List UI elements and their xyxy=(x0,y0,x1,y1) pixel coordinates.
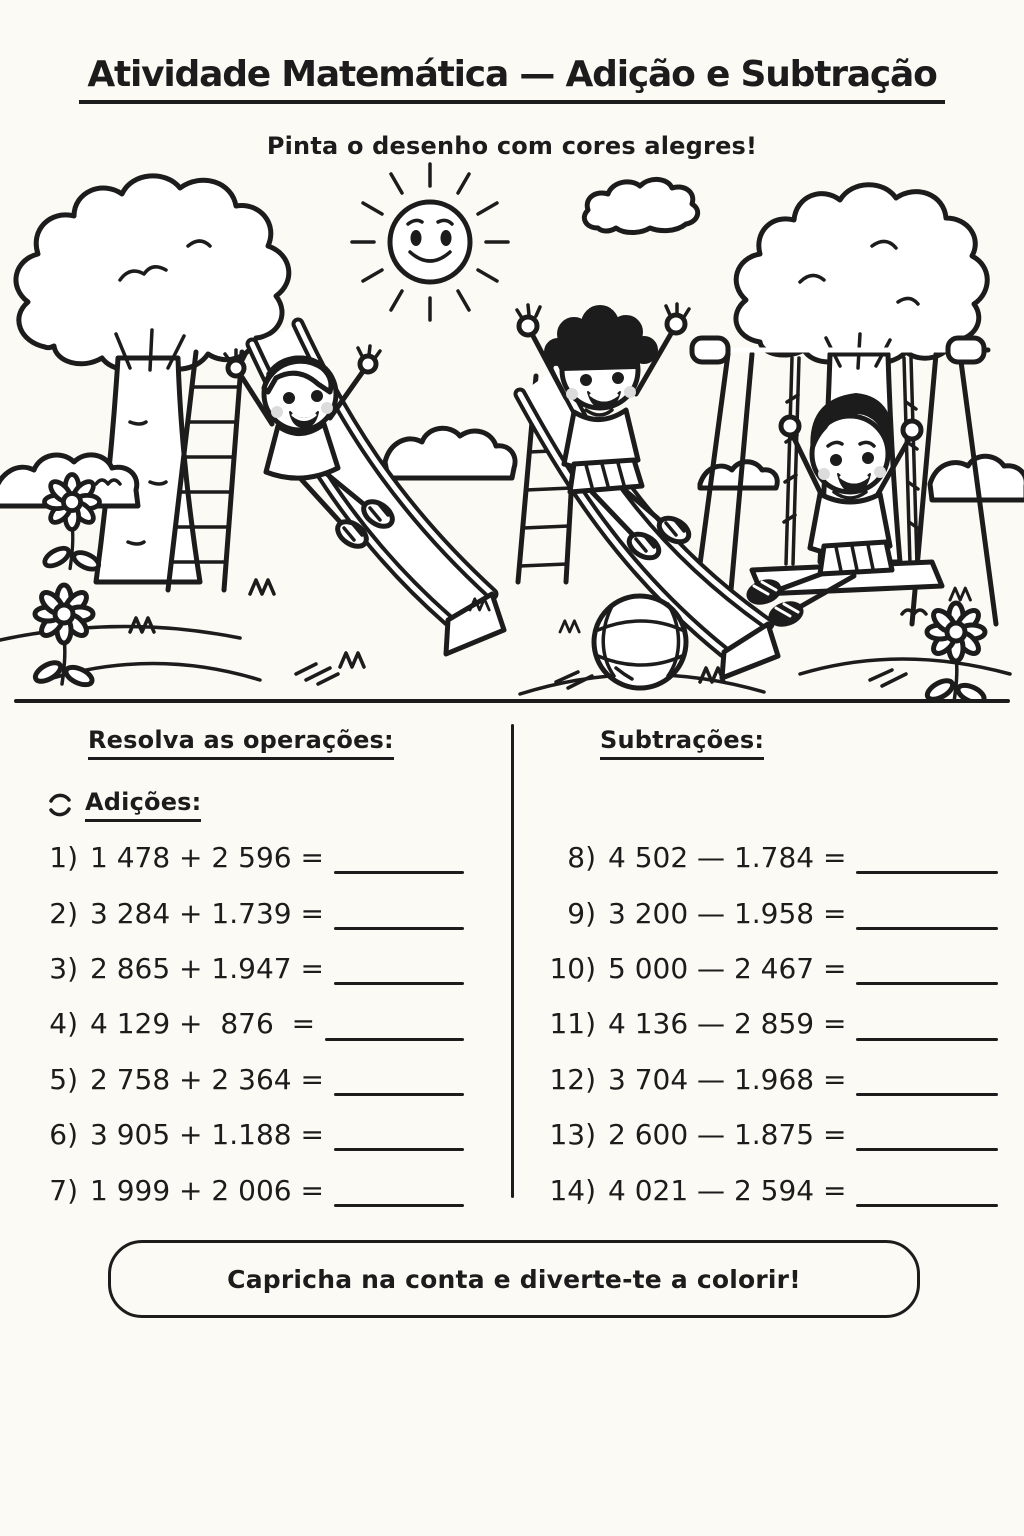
subtraction-problem-row xyxy=(548,885,1000,940)
answer-blank[interactable] xyxy=(856,982,998,985)
addition-problem-row xyxy=(44,1107,466,1162)
problem-expression: 2 600 — 1.875 = xyxy=(608,1118,847,1152)
answer-blank[interactable] xyxy=(334,1204,464,1207)
problem-expression: 3 200 — 1.958 = xyxy=(608,896,847,930)
problem-expression: 1 478 + 2 596 = xyxy=(90,841,324,875)
section-divider xyxy=(14,699,1010,703)
problem-expression: 4 129 + 876 = xyxy=(90,1007,316,1041)
page-title: Atividade Matemática — Adição e Subtração xyxy=(79,54,944,104)
column-divider xyxy=(511,724,514,1198)
answer-blank[interactable] xyxy=(856,927,998,930)
problem-number: 1) xyxy=(49,841,78,875)
flower-icon xyxy=(32,585,94,688)
ball-icon xyxy=(594,596,686,688)
problem-expression: 5 000 — 2 467 = xyxy=(608,951,847,985)
problem-expression: 1 999 + 2 006 = xyxy=(90,1173,324,1207)
problem-number: 3) xyxy=(49,951,78,985)
answer-blank[interactable] xyxy=(334,1093,464,1096)
flower-icon xyxy=(924,603,986,702)
problem-expression: 4 021 — 2 594 = xyxy=(608,1173,847,1207)
flower-icon xyxy=(42,474,101,572)
grass-icon xyxy=(0,626,1010,694)
addition-problem-row xyxy=(44,1162,466,1217)
problem-expression: 4 502 — 1.784 = xyxy=(608,841,847,875)
sun-icon xyxy=(352,164,508,320)
problem-number: 10) xyxy=(549,951,596,985)
problem-number: 9) xyxy=(567,896,596,930)
footer-note-box xyxy=(108,1240,920,1318)
answer-blank[interactable] xyxy=(334,927,464,930)
problem-number: 14) xyxy=(549,1173,596,1207)
problem-expression: 3 284 + 1.739 = xyxy=(90,896,324,930)
answer-blank[interactable] xyxy=(325,1038,464,1041)
playground-illustration xyxy=(0,162,1024,702)
problem-number: 8) xyxy=(567,841,596,875)
answer-blank[interactable] xyxy=(334,1148,464,1151)
problem-number: 7) xyxy=(49,1173,78,1207)
subtraction-problem-row xyxy=(548,830,1000,885)
answer-blank[interactable] xyxy=(856,871,998,874)
answer-blank[interactable] xyxy=(856,1148,998,1151)
addition-problem-row xyxy=(44,941,466,996)
additions-list xyxy=(44,830,466,1218)
addition-problem-row xyxy=(44,830,466,885)
addition-problem-row xyxy=(44,885,466,940)
problem-number: 6) xyxy=(49,1118,78,1152)
subtraction-problem-row xyxy=(548,941,1000,996)
problem-expression: 2 758 + 2 364 = xyxy=(90,1062,324,1096)
problem-expression: 3 704 — 1.968 = xyxy=(608,1062,847,1096)
problem-number: 4) xyxy=(49,1007,78,1041)
left-section-heading: Resolva as operações: xyxy=(88,726,394,760)
addition-problem-row xyxy=(44,1052,466,1107)
answer-blank[interactable] xyxy=(856,1038,998,1041)
answer-blank[interactable] xyxy=(856,1204,998,1207)
footer-note: Capricha na conta e diverte-te a colorir! xyxy=(227,1264,801,1294)
answer-blank[interactable] xyxy=(334,871,464,874)
answer-blank[interactable] xyxy=(334,982,464,985)
page-subtitle: Pinta o desenho com cores alegres! xyxy=(266,132,758,160)
answer-blank[interactable] xyxy=(856,1093,998,1096)
subtraction-problem-row xyxy=(548,1052,1000,1107)
cloud-icon xyxy=(584,179,697,232)
problem-number: 11) xyxy=(549,1007,596,1041)
problem-number: 13) xyxy=(549,1118,596,1152)
problem-expression: 4 136 — 2 859 = xyxy=(608,1007,847,1041)
additions-heading: Adições: xyxy=(85,788,201,822)
subtraction-problem-row xyxy=(548,1107,1000,1162)
problem-expression: 2 865 + 1.947 = xyxy=(90,951,324,985)
subtractions-heading: Subtrações: xyxy=(600,726,764,760)
subtraction-problem-row xyxy=(548,1162,1000,1217)
problem-number: 2) xyxy=(49,896,78,930)
subtractions-list xyxy=(548,830,1000,1218)
problem-expression: 3 905 + 1.188 = xyxy=(90,1118,324,1152)
addition-problem-row xyxy=(44,996,466,1051)
problem-number: 12) xyxy=(549,1062,596,1096)
subtraction-problem-row xyxy=(548,996,1000,1051)
problem-number: 5) xyxy=(49,1062,78,1096)
refresh-circle-icon xyxy=(45,790,75,820)
